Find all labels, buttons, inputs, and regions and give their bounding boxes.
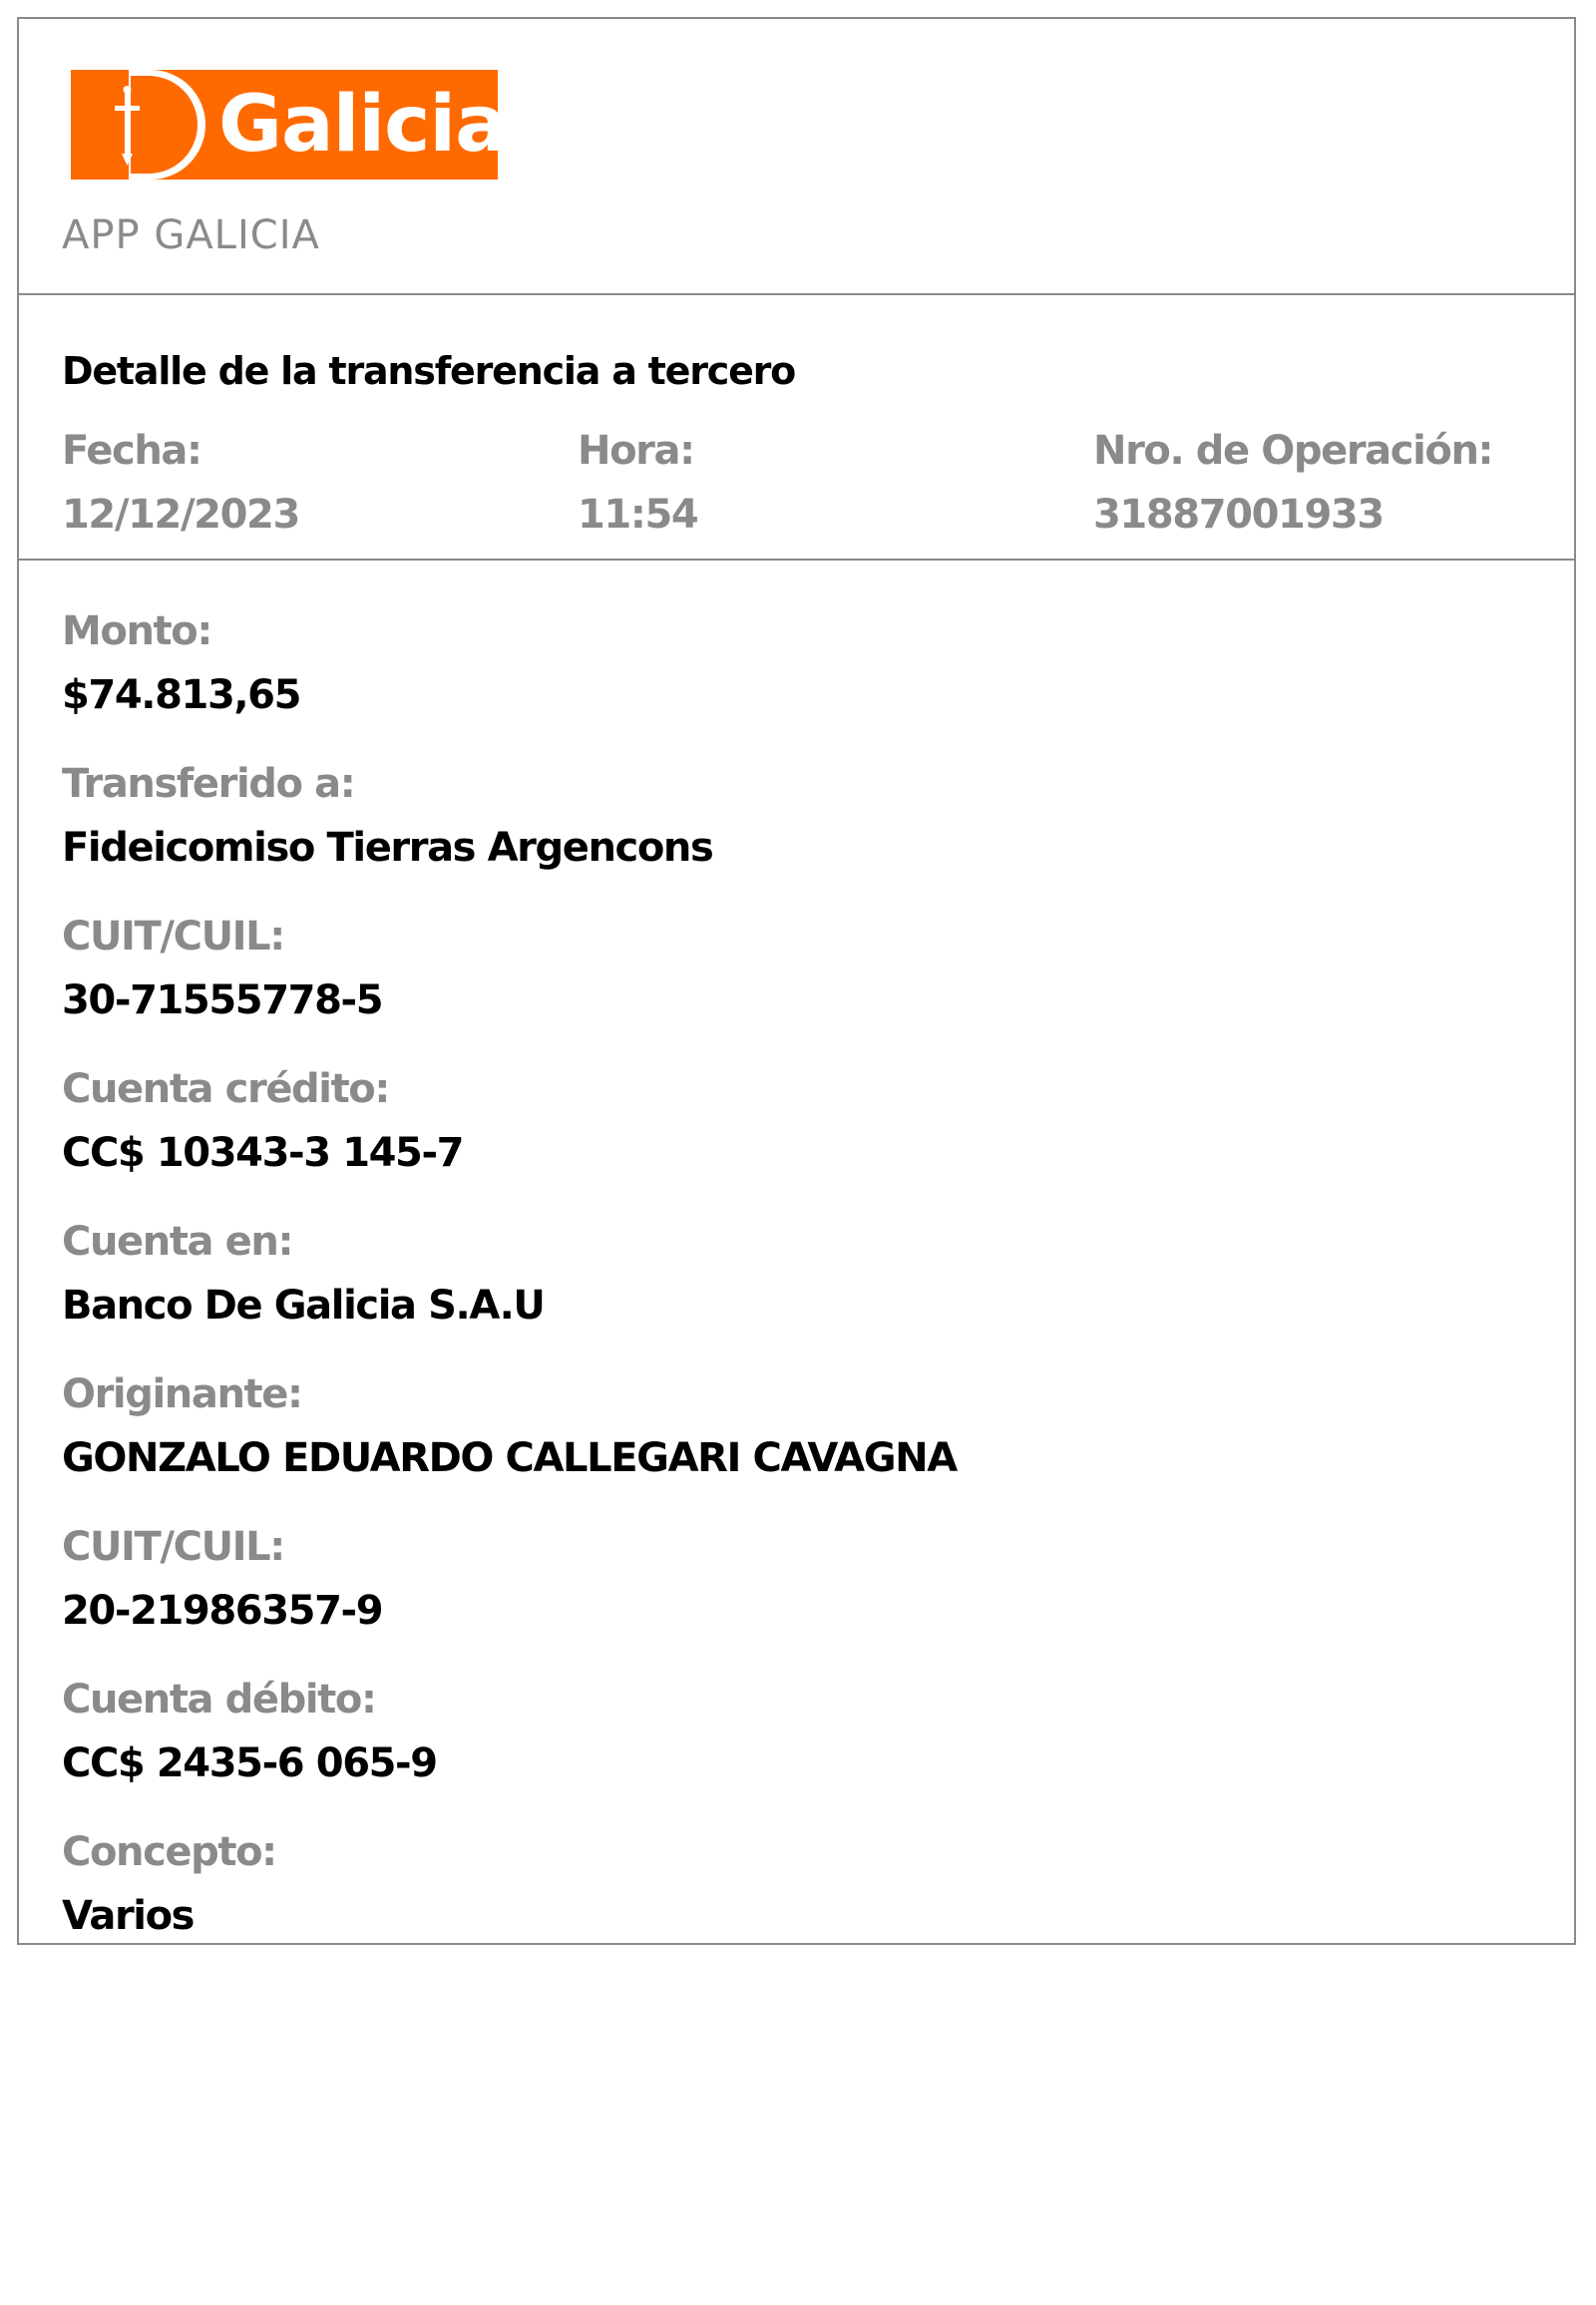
field-label: CUIT/CUIL: [62,1524,284,1570]
time-block [578,427,697,539]
transfer-receipt [17,17,1576,1945]
transfer-details [62,607,1538,1981]
field-cuenta-en [62,1218,1538,1370]
field-cuenta-debito [62,1676,1538,1828]
field-value: $74.813,65 [62,672,301,718]
receipt-header [19,19,1574,295]
field-label: Transferido a: [62,761,355,807]
time-value: 11:54 [578,492,698,538]
logo-wordmark: Galicia [218,80,507,170]
field-cuit-origen [62,1523,1538,1676]
galicia-logo [71,70,507,180]
field-value: 20-21986357-9 [62,1588,383,1634]
time-label: Hora: [578,428,694,474]
field-label: Monto: [62,608,211,654]
date-block [62,427,299,539]
field-label: Cuenta en: [62,1219,293,1265]
operation-label: Nro. de Operación: [1093,428,1493,474]
transfer-summary [19,295,1574,561]
field-monto [62,607,1538,760]
page-title: Detalle de la transferencia a tercero [62,349,796,393]
date-label: Fecha: [62,428,201,474]
field-value: Banco De Galicia S.A.U [62,1283,545,1329]
field-value: Varios [62,1893,195,1939]
field-cuit-destino [62,913,1538,1065]
field-transferido-a [62,760,1538,913]
date-value: 12/12/2023 [62,492,299,538]
field-concepto [62,1828,1538,1981]
field-label: Originante: [62,1371,302,1417]
field-originante [62,1370,1538,1523]
field-value: Fideicomiso Tierras Argencons [62,825,713,871]
operation-block [1093,427,1492,539]
field-value: 30-71555778-5 [62,977,383,1023]
field-value: GONZALO EDUARDO CALLEGARI CAVAGNA [62,1435,957,1481]
field-label: Concepto: [62,1829,276,1875]
operation-value: 31887001933 [1093,492,1384,538]
field-cuenta-credito [62,1065,1538,1218]
field-label: Cuenta crédito: [62,1066,389,1112]
app-name: APP GALICIA [62,212,320,258]
field-value: CC$ 2435-6 065-9 [62,1740,437,1786]
field-label: Cuenta débito: [62,1677,376,1723]
field-label: CUIT/CUIL: [62,914,284,960]
field-value: CC$ 10343-3 145-7 [62,1130,464,1176]
